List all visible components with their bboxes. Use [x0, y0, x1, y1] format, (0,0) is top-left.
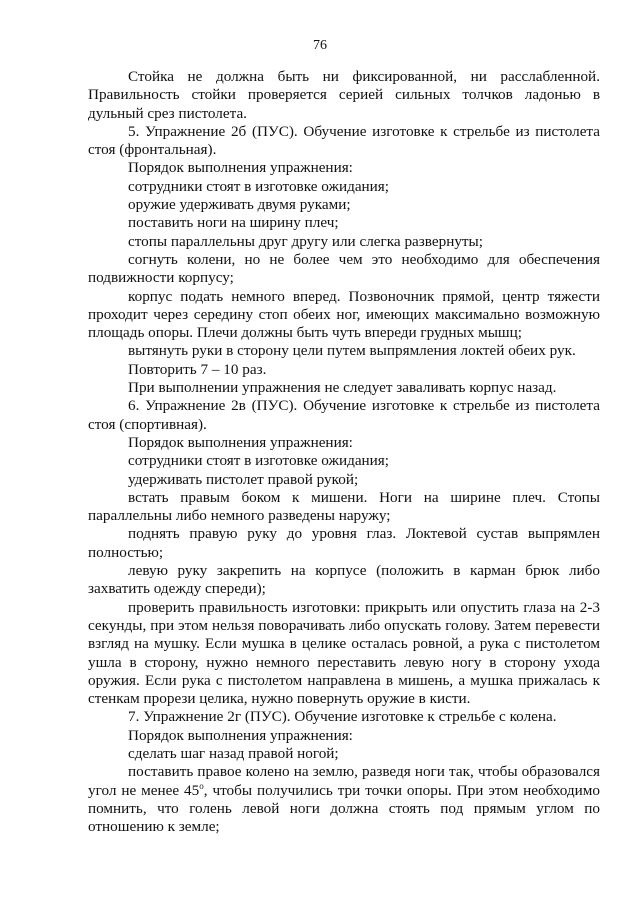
- procedure-step: вытянуть руки в сторону цели путем выпрямления локтей обеих рук.: [128, 342, 576, 360]
- degree-superscript: о: [199, 780, 204, 791]
- procedure-step: согнуть колени, но не более чем это необходимо для обеспечения подвижности корпусу;: [88, 250, 600, 287]
- paragraph: Стойка не должна быть ни фиксированной, ни расслабленной. Правильность стойки проверяется серией сильных толчков ладонью в дульный срез пистолета.: [88, 68, 600, 122]
- procedure-step: корпус подать немного вперед. Позвоночник прямой, центр тяжести проходит через середину стоп обеих ног, имеющих максимально возможную площадь опоры. Плечи должны быть чуть впереди грудных мышц;: [88, 287, 600, 342]
- procedure-step: сотрудники стоят в изготовке ожидания;: [128, 177, 390, 195]
- page-number: 76: [313, 38, 327, 53]
- procedure-step: сделать шаг назад правой ногой;: [128, 744, 339, 762]
- procedure-step: левую руку закрепить на корпусе (положить в карман брюк либо захватить одежду спереди);: [88, 562, 600, 598]
- exercise-heading: 6. Упражнение 2в (ПУС). Обучение изготовке к стрельбе из пистолета стоя (спортивная).: [88, 397, 600, 433]
- procedure-step: стопы параллельны друг другу или слегка развернуты;: [128, 232, 483, 250]
- paragraph: При выполнении упражнения не следует заваливать корпус назад.: [128, 379, 557, 397]
- exercise-heading: 5. Упражнение 2б (ПУС). Обучение изготовке к стрельбе из пистолета стоя (фронтальная).: [88, 122, 600, 159]
- procedure-heading: Порядок выполнения упражнения:: [128, 159, 353, 177]
- procedure-step: Повторить 7 – 10 раз.: [128, 360, 267, 378]
- procedure-step-text: поставить правое колено на землю, разведя ноги так, чтобы образовался угол не менее 45: [88, 763, 600, 799]
- procedure-step: оружие удерживать двумя руками;: [128, 196, 351, 214]
- procedure-heading: Порядок выполнения упражнения:: [128, 433, 353, 451]
- procedure-step: поставить ноги на ширину плеч;: [128, 214, 339, 232]
- document-body: [88, 68, 600, 836]
- procedure-step: поднять правую руку до уровня глаз. Локтевой сустав выпрямлен полностью;: [88, 525, 600, 561]
- procedure-step-text: , чтобы получились три точки опоры. При этом необходимо помнить, что голень левой ноги должна стоять под прямым углом по отношению к земле;: [88, 781, 600, 836]
- procedure-step: [88, 763, 600, 836]
- procedure-step: проверить правильность изготовки: прикрыть или опустить глаза на 2-3 секунды, при этом нельзя поворачивать либо опускать голову. Затем перевести взгляд на мушку. Если мушка в целике осталась ровной, а рука с пистолетом ушла в сторону, нужно немного переставить левую ногу в сторону ухода оружия. Если рука с пистолетом направлена в мишень, а мушка прижалась к стенкам прорези целика, нужно повернуть оружие в кисти.: [88, 598, 600, 708]
- procedure-step: встать правым боком к мишени. Ноги на ширине плеч. Стопы параллельны либо немного разведены наружу;: [88, 488, 600, 525]
- procedure-heading: Порядок выполнения упражнения:: [128, 726, 353, 744]
- procedure-step: сотрудники стоят в изготовке ожидания;: [128, 452, 390, 470]
- procedure-step: удерживать пистолет правой рукой;: [128, 470, 359, 488]
- exercise-heading: 7. Упражнение 2г (ПУС). Обучение изготовке к стрельбе с колена.: [128, 708, 557, 726]
